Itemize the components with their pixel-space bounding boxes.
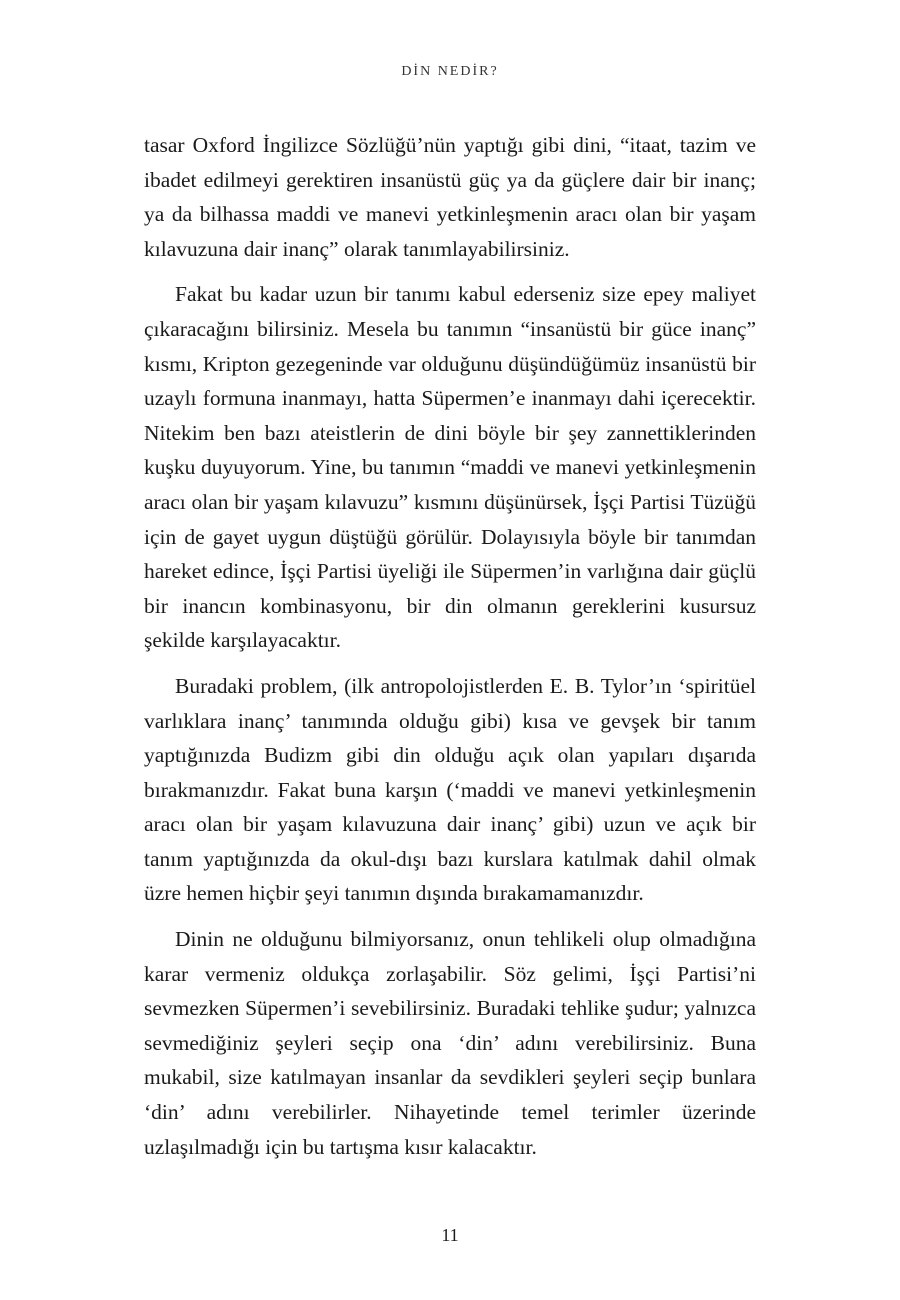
running-head: DİN NEDİR?: [401, 64, 499, 79]
paragraph-1: tasar Oxford İngilizce Sözlüğü’nün yaptığı gibi dini, “itaat, tazim ve ibadet edilmeyi gerektiren insanüstü güç ya da güçlere dair bir inanç; ya da bilhassa maddi ve manevi yetkinleşmenin aracı olan bir yaşam kılavuzuna dair inanç” olarak tanımlayabilirsiniz.: [144, 133, 756, 261]
paragraph-3: Buradaki problem, (ilk antropolojistlerden E. B. Tylor’ın ‘spiritüel varlıklara inanç’ tanımında olduğu gibi) kısa ve gevşek bir tanım yaptığınızda Budizm gibi din olduğu açık olan yapıları dışarıda bırakmanızdır. Fakat buna karşın (‘maddi ve manevi yetkinleşmenin aracı olan bir yaşam kılavuzuna dair inanç’ gibi) uzun ve açık bir tanım yaptığınızda da okul-dışı bazı kurslara katılmak dahil olmak üzre hemen hiçbir şeyi tanımın dışında bırakamamanızdır.: [144, 673, 756, 906]
paragraph-4: Dinin ne olduğunu bilmiyorsanız, onun tehlikeli olup olmadığına karar vermeniz oldukça zorlaşabilir. Söz gelimi, İşçi Partisi’ni sevmezken Süpermen’i sevebilirsiniz. Buradaki tehlike şudur; yalnızca sevmediğiniz şeyleri seçip ona ‘din’ adını verebilirsiniz. Buna mukabil, size katılmayan insanlar da sevdikleri şeyleri seçip bunlara ‘din’ adını verebilirler. Nihayetinde temel terimler üzerinde uzlaşılmadığı için bu tartışma kısır kalacaktır.: [144, 927, 756, 1159]
body-text: [144, 128, 756, 1164]
page-number: 11: [441, 1225, 459, 1245]
paragraph-2: Fakat bu kadar uzun bir tanımı kabul ederseniz size epey maliyet çıkaracağını bilirsiniz. Mesela bu tanımın “insanüstü bir güce inanç” kısmı, Kripton gezegeninde var olduğunu düşündüğümüz insanüstü bir uzaylı formuna inanmayı, hatta Süpermen’e inanmayı dahi içerecektir. Nitekim ben bazı ateistlerin de dini böyle bir şey zannettiklerinden kuşku duyuyorum. Yine, bu tanımın “maddi ve manevi yetkinleşmenin aracı olan bir yaşam kılavuzu” kısmını düşünürsek, İşçi Partisi Tüzüğü için de gayet uygun düştüğü görülür. Dolayısıyla böyle bir tanımdan hareket edince, İşçi Partisi üyeliği ile Süpermen’in varlığına dair güçlü bir inancın kombinasyonu, bir din olmanın gereklerini kusursuz şekilde karşılayacaktır.: [144, 282, 756, 653]
